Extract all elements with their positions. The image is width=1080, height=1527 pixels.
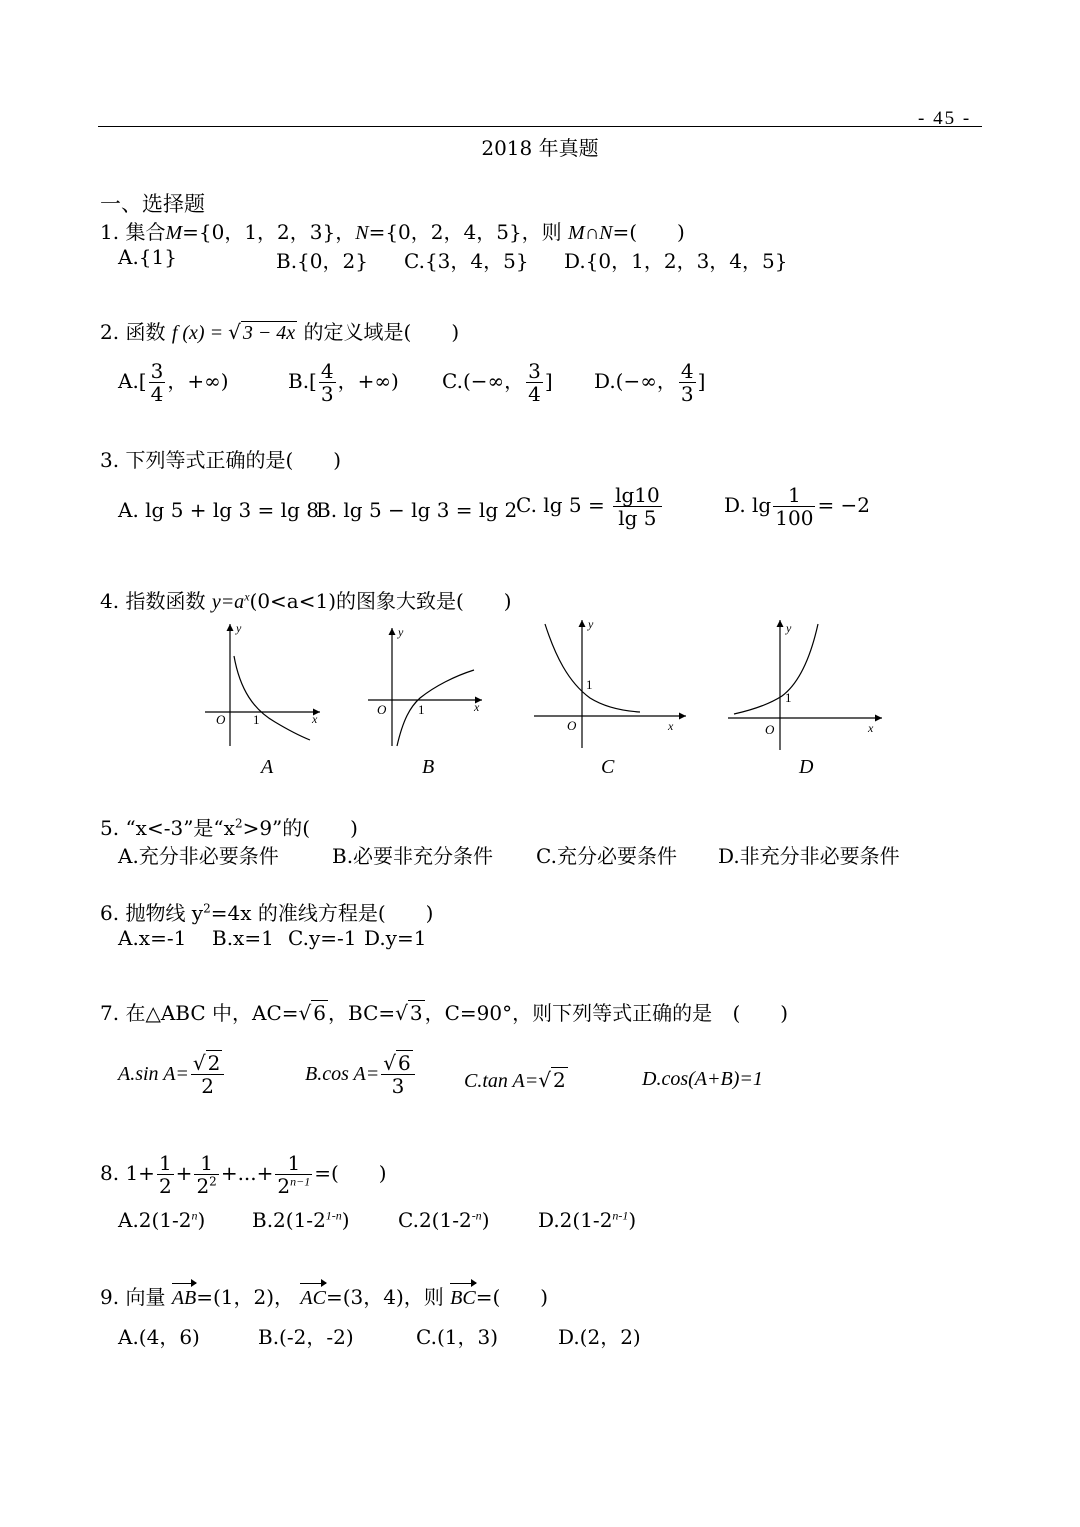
question-3-option-b: B. lg 5 − lg 3 = lg 2 xyxy=(316,498,518,522)
page-title: 2018 年真题 xyxy=(481,136,599,160)
question-8-stem: 8. 1+ $\frac{1}{2}$ + $\frac{1}{2^2}$ +...+ $\frac{1}{2^{n-1}}$ =( ) xyxy=(100,1151,387,1198)
question-9-option-c: C.(1，3) xyxy=(416,1325,499,1349)
graph-caption-a: A xyxy=(261,756,274,778)
svg-text:y: y xyxy=(398,625,404,639)
svg-text:x: x xyxy=(312,712,318,726)
graph-a xyxy=(205,621,320,746)
graph-b xyxy=(368,625,482,746)
question-5-option-a: A.充分非必要条件 xyxy=(118,844,279,868)
question-5-option-c: C.充分必要条件 xyxy=(536,844,677,868)
svg-text:1: 1 xyxy=(785,690,792,705)
question-7-option-b: B.cos A= $\frac{√ 6}{3}$ xyxy=(305,1052,417,1097)
svg-text:y: y xyxy=(236,621,242,635)
svg-text:1: 1 xyxy=(253,712,260,727)
header-rule xyxy=(98,126,982,127)
question-6-option-d: D.y=1 xyxy=(364,926,427,950)
graph-d xyxy=(728,620,882,750)
svg-text:1: 1 xyxy=(418,702,425,717)
svg-text:1: 1 xyxy=(586,677,593,692)
question-1-option-b: B.{0，2} xyxy=(276,249,368,273)
question-3-option-c: C. lg 5 = $\frac{\lg 10}{\lg 5}$ xyxy=(516,483,660,530)
question-5-option-d: D.非充分非必要条件 xyxy=(718,844,900,868)
graph-c xyxy=(534,617,686,748)
question-9-option-a: A.(4，6) xyxy=(118,1325,200,1349)
question-7-stem: 7. 在△ABC 中，AC=√ 6 ，BC=√ 3 ，C=90°，则下列等式正确的是 ( ) xyxy=(100,1001,789,1025)
question-2-stem: 2. 函数 f (x) = √ 3 − 4x 的定义域是( ) xyxy=(100,320,460,344)
svg-text:y: y xyxy=(588,617,594,631)
question-2-option-d: D.(−∞， $\frac{4}{3}$ ] xyxy=(594,359,706,406)
question-9-option-d: D.(2，2) xyxy=(558,1325,641,1349)
graph-caption-b: B xyxy=(422,756,435,778)
question-1-option-d: D.{0，1，2，3，4，5} xyxy=(564,249,788,273)
question-6-stem: 6. 抛物线 $y^2=4x$ 的准线方程是( ) xyxy=(100,901,434,925)
question-2-option-a: A.[ $\frac{3}{4}$ ，+∞) xyxy=(118,359,229,406)
question-4-graphs xyxy=(0,610,1080,770)
question-6-option-a: A.x=-1 xyxy=(118,926,187,950)
question-6-option-c: C.y=-1 xyxy=(288,926,357,950)
question-5-option-b: B.必要非充分条件 xyxy=(332,844,494,868)
page-number: - 45 - xyxy=(918,108,972,129)
question-4-stem: 4. 指数函数 $y=a^x(0<a<1)$的图象大致是( ) xyxy=(100,589,512,613)
question-8-option-a: A.2(1-2$^n$) xyxy=(118,1208,206,1232)
svg-text:y: y xyxy=(786,621,792,635)
question-1-option-c: C.{3，4，5} xyxy=(404,249,529,273)
svg-text:x: x xyxy=(868,721,874,735)
question-5-stem: 5. “x<-3”是“$x^2>9$”的( ) xyxy=(100,816,358,840)
svg-text:x: x xyxy=(668,719,674,733)
graph-caption-d: D xyxy=(799,756,814,778)
svg-text:O: O xyxy=(216,712,226,727)
question-9-option-b: B.(-2，-2) xyxy=(258,1325,354,1349)
question-1-option-a: A.{1} xyxy=(118,245,177,269)
question-3-option-a: A. lg 5 + lg 3 = lg 8 xyxy=(118,498,319,522)
vector-ac: AC xyxy=(300,1287,326,1309)
graph-caption-c: C xyxy=(601,756,615,778)
section-heading: 一、选择题 xyxy=(100,192,205,216)
vector-bc: BC xyxy=(450,1287,476,1309)
question-6-option-b: B.x=1 xyxy=(212,926,274,950)
question-2-option-b: B.[ $\frac{4}{3}$ ，+∞) xyxy=(288,359,399,406)
svg-text:x: x xyxy=(474,700,480,714)
question-3-stem: 3. 下列等式正确的是( ) xyxy=(100,448,342,472)
vector-ab: AB xyxy=(171,1287,197,1309)
svg-text:O: O xyxy=(377,702,387,717)
question-8-option-c: $C.2(1-2^{-n})$ xyxy=(398,1208,490,1232)
svg-text:O: O xyxy=(765,722,775,737)
question-9-stem: 9. 向量 AB=(1，2)， AC=(3，4)，则 BC=( ) xyxy=(100,1285,549,1309)
question-8-option-d: D.2(1-2$^{n-1}$) xyxy=(538,1208,637,1232)
question-3-option-d: D. lg $\frac{1}{100}$ = −2 xyxy=(724,483,871,530)
question-2-option-c: C.(−∞， $\frac{3}{4}$ ] xyxy=(442,359,553,406)
svg-text:O: O xyxy=(567,718,577,733)
question-1-stem: 1. 集合M={0，1，2，3}，N={0，2，4，5}，则 M∩N=( ) xyxy=(100,220,685,244)
question-7-option-d: D.cos(A+B)=1 xyxy=(642,1068,763,1090)
question-7-option-a: A.sin A= $\frac{√ 2}{2}$ xyxy=(118,1052,226,1097)
question-8-option-b: B.2(1-2$^{1-n}$) xyxy=(252,1208,350,1232)
question-7-option-c: C.tan A=√ 2 xyxy=(464,1068,566,1092)
